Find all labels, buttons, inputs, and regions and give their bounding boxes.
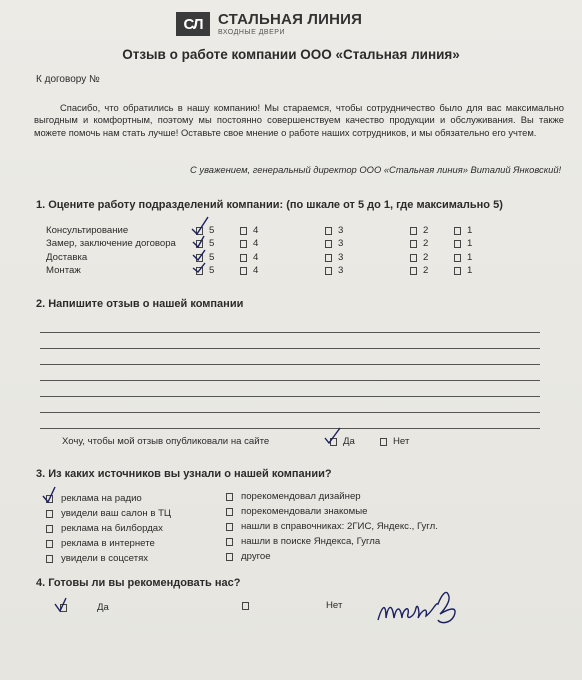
section2-heading: 2. Напишите отзыв о нашей компании <box>36 298 244 310</box>
source-option[interactable]: другое <box>226 551 271 562</box>
rating-option-5[interactable]: 5 <box>196 265 214 276</box>
checkmark-icon <box>52 594 72 616</box>
rating-option-2[interactable]: 2 <box>410 238 428 249</box>
publish-no-option[interactable]: Нет <box>380 436 409 447</box>
section1-heading: 1. Оцените работу подразделений компании: (по шкале от 5 до 1, где максимально 5) <box>36 199 503 211</box>
checkmark-icon <box>192 217 208 234</box>
write-line[interactable] <box>40 412 540 413</box>
form-title: Отзыв о работе компании ООО «Стальная линия» <box>122 47 460 62</box>
checkmark-icon <box>193 263 205 272</box>
rating-row-label: Замер, заключение договора <box>46 238 176 249</box>
source-option[interactable]: нашли в справочниках: 2ГИС, Яндекс., Гугл. <box>226 521 438 532</box>
company-logo <box>176 12 362 36</box>
rating-option-5[interactable]: 5 <box>196 252 214 263</box>
rating-option-2[interactable]: 2 <box>410 225 428 236</box>
write-line[interactable] <box>40 348 540 349</box>
rating-option-1[interactable]: 1 <box>454 225 472 236</box>
section4-heading: 4. Готовы ли вы рекомендовать нас? <box>36 577 241 589</box>
rating-option-3[interactable]: 3 <box>325 225 343 236</box>
source-option[interactable]: порекомендовали знакомые <box>226 506 367 517</box>
source-option[interactable]: порекомендовал дизайнер <box>226 491 361 502</box>
rating-row-label: Монтаж <box>46 265 81 276</box>
source-option[interactable]: увидели в соцсетях <box>46 553 148 564</box>
rating-option-4[interactable]: 4 <box>240 225 258 236</box>
rating-option-1[interactable]: 1 <box>454 238 472 249</box>
write-line[interactable] <box>40 332 540 333</box>
intro-text: Спасибо, что обратились в нашу компанию! Мы стараемся, чтобы сотрудничество было для вас максимально выгодным и комфортным, поэтому мы постоянно совершенствуем качество продукции и обслуживания. Вы также можете помочь нам стать лучше! Оставьте свое мнение о работе наших сотрудников, и мы обязательно его учтем. <box>34 102 564 138</box>
logo-name: СТАЛЬНАЯ ЛИНИЯ <box>218 11 363 28</box>
recommend-yes-option[interactable]: Да <box>60 602 109 613</box>
recommend-no-box[interactable] <box>242 602 255 610</box>
section3-heading: 3. Из каких источников вы узнали о нашей компании? <box>36 468 332 480</box>
logo-mark: СЛ <box>176 12 210 36</box>
publish-yes-option[interactable]: Да <box>330 436 355 447</box>
checkmark-icon <box>193 236 204 247</box>
source-option[interactable]: нашли в поиске Яндекса, Гугла <box>226 536 380 547</box>
handwritten-signature <box>372 584 482 634</box>
source-option[interactable]: увидели ваш салон в ТЦ <box>46 508 171 519</box>
checkmark-icon <box>193 250 205 260</box>
write-line[interactable] <box>40 364 540 365</box>
checkmark-icon <box>40 484 60 506</box>
rating-option-1[interactable]: 1 <box>454 252 472 263</box>
write-line[interactable] <box>40 428 540 429</box>
logo-subtitle: ВХОДНЫЕ ДВЕРИ <box>218 29 285 36</box>
handwritten-checkmarks-rating <box>188 214 218 278</box>
write-line[interactable] <box>40 396 540 397</box>
rating-option-5[interactable]: 5 <box>196 238 214 249</box>
recommend-no-label: Нет <box>326 600 343 611</box>
rating-option-3[interactable]: 3 <box>325 265 343 276</box>
source-option[interactable]: реклама на билбордах <box>46 523 163 534</box>
rating-option-4[interactable]: 4 <box>240 252 258 263</box>
rating-option-4[interactable]: 4 <box>240 265 258 276</box>
checkmark-icon <box>322 426 344 446</box>
write-line[interactable] <box>40 380 540 381</box>
source-option[interactable]: реклама в интернете <box>46 538 155 549</box>
director-signature-line: С уважением, генеральный директор ООО «Стальная линия» Виталий Янковский! <box>190 164 562 175</box>
rating-option-3[interactable]: 3 <box>325 238 343 249</box>
rating-row-label: Консультирование <box>46 225 129 236</box>
rating-option-3[interactable]: 3 <box>325 252 343 263</box>
rating-option-4[interactable]: 4 <box>240 238 258 249</box>
source-option[interactable]: реклама на радио <box>46 493 142 504</box>
rating-option-1[interactable]: 1 <box>454 265 472 276</box>
rating-option-2[interactable]: 2 <box>410 265 428 276</box>
rating-option-5[interactable]: 5 <box>196 225 214 236</box>
rating-row-label: Доставка <box>46 252 88 263</box>
contract-number-label: К договору № <box>36 74 100 85</box>
rating-option-2[interactable]: 2 <box>410 252 428 263</box>
publish-question: Хочу, чтобы мой отзыв опубликовали на сайте <box>62 436 270 447</box>
